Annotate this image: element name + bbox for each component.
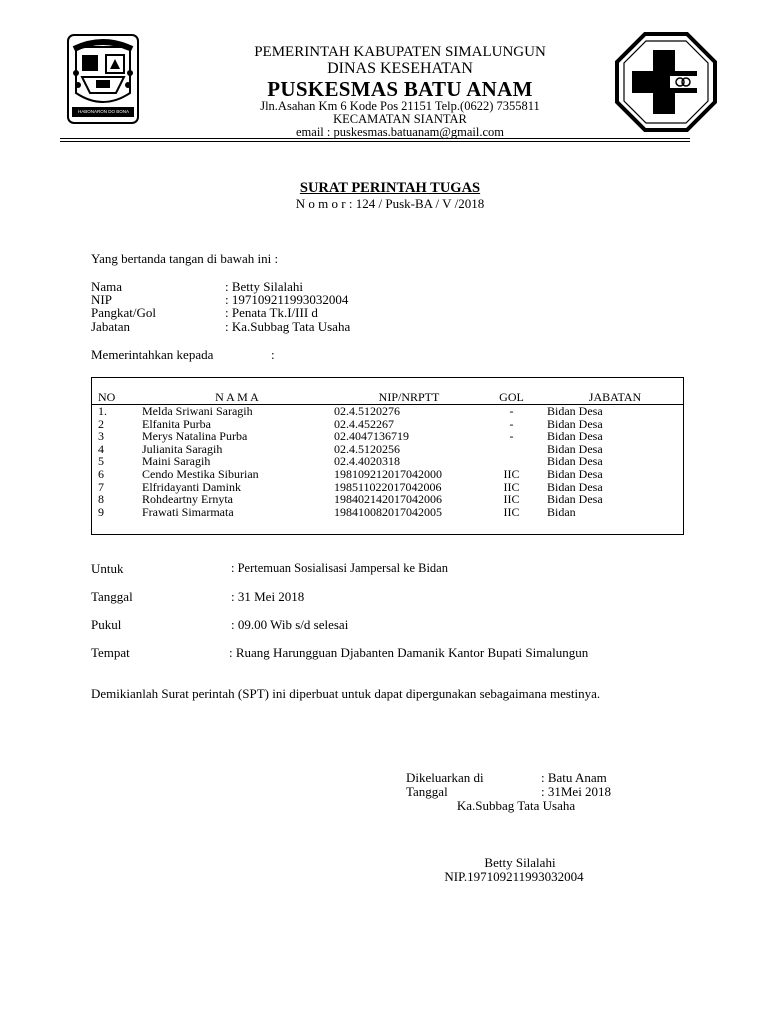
cell-nama: Elfanita Purba: [142, 416, 211, 431]
signer-value-pangkat: : Penata Tk.I/III d: [225, 305, 318, 320]
regency-seal-logo: [66, 33, 140, 125]
cell-no: 1.: [98, 404, 107, 418]
cell-jabatan: Bidan Desa: [547, 416, 603, 431]
cell-gol: -: [509, 429, 514, 444]
cell-gol: IIC: [503, 466, 520, 481]
cell-no: 3: [98, 429, 104, 444]
kop-department: DINAS KESEHATAN: [327, 60, 473, 77]
cell-nama: Cendo Mestika Siburian: [142, 466, 259, 481]
table-header-row: [92, 378, 684, 405]
closing-paragraph: Demikianlah Surat perintah (SPT) ini diperbuat untuk dapat dipergunakan sebagaimana mestinya.: [91, 686, 601, 701]
signer-label-nama: Nama: [91, 279, 123, 294]
issued-place-value: : Batu Anam: [541, 770, 607, 785]
col-header-nip: NIP/NRPTT: [378, 389, 440, 404]
kop-district: KECAMATAN SIANTAR: [333, 112, 467, 126]
cell-jabatan: Bidan Desa: [547, 466, 603, 481]
detail-value-pukul: : 09.00 Wib s/d selesai: [231, 617, 349, 632]
cell-jabatan: Bidan Desa: [547, 404, 603, 418]
cell-nip: 198410082017042005: [334, 504, 442, 519]
detail-value-untuk: : Pertemuan Sosialisasi Jampersal ke Bidan: [231, 561, 448, 575]
table-row: [92, 430, 684, 443]
signer-label-nip: NIP: [91, 292, 112, 307]
cell-nip: 198402142017042006: [334, 492, 442, 507]
cell-no: 5: [98, 454, 104, 469]
cell-gol: -: [509, 416, 514, 431]
signer-value-nip: : 197109211993032004: [225, 292, 349, 307]
cell-no: 4: [98, 441, 104, 456]
cell-gol: [484, 443, 539, 456]
cell-no: 8: [98, 492, 104, 507]
puskesmas-logo: [615, 32, 717, 132]
intro-text: Yang bertanda tangan di bawah ini :: [91, 251, 279, 266]
table-row: [92, 468, 684, 481]
detail-value-tempat: : Ruang Harungguan Djabanten Damanik Kantor Bupati Simalungun: [229, 645, 589, 660]
memerintahkan-label: Memerintahkan kepada: [91, 347, 214, 362]
detail-label-tempat: Tempat: [91, 645, 130, 660]
cell-nip: 02.4.5120256: [334, 441, 400, 456]
issued-place-label: Dikeluarkan di: [406, 770, 484, 785]
memerintahkan-colon: :: [271, 347, 275, 362]
signer-value-jabatan: : Ka.Subbag Tata Usaha: [225, 319, 351, 334]
signer-value-nama: : Betty Silalahi: [225, 279, 303, 294]
cell-nip: 02.4047136719: [334, 429, 409, 444]
col-header-jabatan: JABATAN: [588, 389, 642, 404]
cell-nip: 02.4.4020318: [334, 454, 400, 469]
assignee-table: [91, 377, 684, 535]
letter-title: SURAT PERINTAH TUGAS: [299, 180, 481, 196]
kop-address: Jln.Asahan Km 6 Kode Pos 21151 Telp.(0622) 7355811: [260, 99, 540, 113]
cell-jabatan: Bidan Desa: [547, 492, 603, 507]
seal-motto-bottom: HABONARON DO BONA: [78, 109, 130, 114]
detail-label-tanggal: Tanggal: [91, 589, 133, 604]
cell-no: 6: [98, 466, 104, 481]
cell-nip: 198511022017042006: [334, 479, 442, 494]
kop-government: PEMERINTAH KABUPATEN SIMALUNGUN: [254, 44, 546, 60]
kop-email: email : puskesmas.batuanam@gmail.com: [296, 125, 504, 139]
cell-jabatan: Bidan Desa: [547, 479, 603, 494]
cell-nama: Merys Natalina Purba: [142, 429, 248, 444]
cell-nama: Elfridayanti Damink: [142, 479, 241, 494]
cell-nip: 198109212017042000: [334, 466, 442, 481]
issued-date-label: Tanggal: [406, 784, 448, 799]
cell-jabatan: Bidan Desa: [547, 441, 603, 456]
table-row: [92, 506, 684, 535]
issued-date-value: : 31Mei 2018: [541, 784, 612, 799]
cell-nama: Julianita Saragih: [142, 441, 223, 456]
col-header-nama: N A M A: [215, 389, 259, 404]
detail-value-tanggal: : 31 Mei 2018: [231, 589, 305, 604]
table-row: [92, 493, 684, 506]
cell-no: 7: [98, 479, 104, 494]
cell-gol: IIC: [503, 479, 520, 494]
cell-jabatan: Bidan Desa: [547, 454, 603, 469]
cell-gol: IIC: [503, 492, 520, 507]
cell-nama: Maini Saragih: [142, 454, 211, 469]
cell-nip: 02.4.5120276: [334, 404, 400, 418]
cell-gol: -: [509, 404, 514, 418]
kop-divider-thin: [60, 141, 690, 142]
col-header-no: NO: [98, 389, 116, 404]
signer-label-pangkat: Pangkat/Gol: [91, 305, 156, 320]
cell-no: 2: [98, 416, 104, 431]
kop-divider-thick: [60, 138, 690, 139]
signer-position: Ka.Subbag Tata Usaha: [456, 798, 576, 813]
cell-nip: 02.4.452267: [334, 416, 394, 431]
kop-institution: PUSKESMAS BATU ANAM: [267, 77, 533, 101]
col-header-gol: GOL: [499, 389, 524, 404]
cell-jabatan: Bidan Desa: [547, 429, 603, 444]
signer-name: Betty Silalahi: [484, 855, 556, 870]
cell-nama: Melda Sriwani Saragih: [142, 404, 253, 418]
detail-label-untuk: Untuk: [91, 561, 124, 576]
cell-no: 9: [98, 504, 104, 519]
cell-nama: Frawati Simarmata: [142, 504, 234, 519]
cell-nama: Rohdeartny Ernyta: [142, 492, 233, 507]
detail-label-pukul: Pukul: [91, 617, 122, 632]
letter-number: N o m o r : 124 / Pusk-BA / V /2018: [295, 196, 485, 211]
cell-jabatan: Bidan: [547, 504, 576, 519]
signer-nip: NIP.197109211993032004: [444, 869, 584, 884]
signer-label-jabatan: Jabatan: [91, 319, 130, 334]
cell-gol: IIC: [503, 504, 520, 519]
table-row: [92, 405, 684, 418]
